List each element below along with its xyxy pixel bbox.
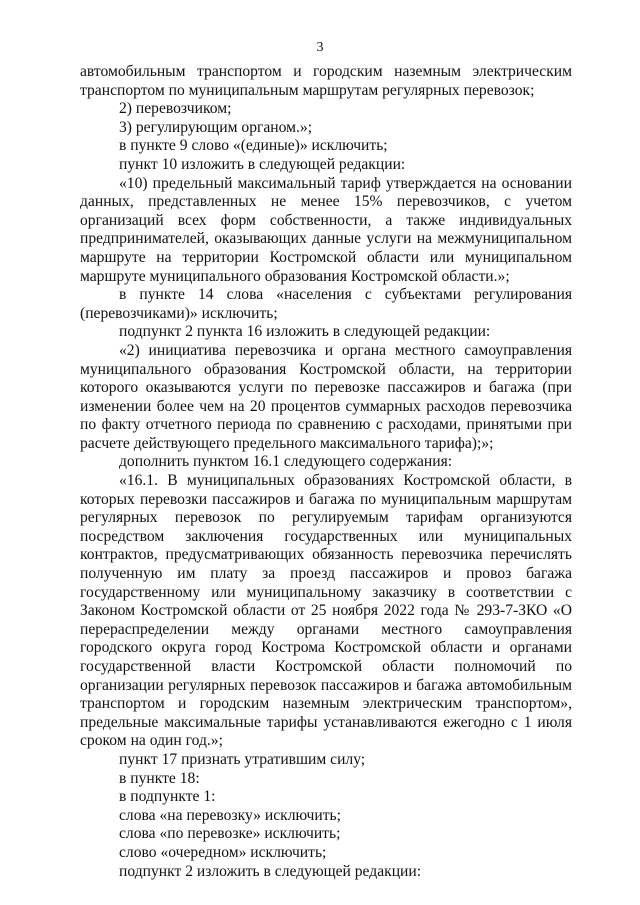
paragraph-point-9: в пункте 9 слово «(единые)» исключить; [119, 137, 388, 155]
paragraph-point-10-intro: пункт 10 изложить в следующей редакции: [119, 155, 406, 173]
paragraph-point-16-1-intro: дополнить пунктом 16.1 следующего содержания: [119, 453, 453, 471]
paragraph-point-14: в пункте 14 слова «населения с субъектами регулирования (перевозчиками)» исключить; [80, 286, 572, 322]
paragraph-item-2: 2) перевозчиком; [119, 100, 232, 118]
paragraph-point-10-text: «10) предельный максимальный тариф утверждается на основании данных, представленных не менее 15% перевозчиков, с учетом организаций всех форм собственности, а также индивидуальных предпринимателей, оказывающих данные услуги на межмуниципальном маршруте на территории Костромской области или муниципальном маршруте муниципального образования Костромской области.»; [80, 174, 572, 285]
paragraph-continuation: автомобильным транспортом и городским наземным электрическим транспортом по муниципальным маршрутам регулярных перевозок; [80, 63, 572, 99]
paragraph-subpoint-2: подпункт 2 изложить в следующей редакции: [119, 862, 422, 880]
paragraph-subpoint-1: в подпункте 1: [119, 788, 216, 806]
paragraph-item-3: 3) регулирующим органом.»; [119, 118, 313, 136]
page-number: 3 [316, 40, 324, 55]
paragraph-words-2: слова «по перевозке» исключить; [119, 825, 341, 843]
paragraph-point-17: пункт 17 признать утратившим силу; [119, 750, 366, 768]
paragraph-point-16-1-text: «16.1. В муниципальных образованиях Костромской области, в которых перевозки пассажиров и багажа по муниципальным маршрутам регулярных перевозок по регулируемым тарифам организуются посредством заключения государственных или муниципальных контрактов, предусматривающих обязанность перевозчика перечислять полученную им плату за проезд пассажиров и провоз багажа государственному или муниципальному заказчику в соответствии с Законом Костромской области от 25 ноября 2022 года № 293-7-ЗКО «О перераспределении между органами местного самоуправления городского округа город Кострома Костромской области и органами государственной власти Костромской области полномочий по организации регулярных перевозок пассажиров и багажа автомобильным транспортом и городским наземным электрическим транспортом», предельные максимальные тарифы устанавливаются ежегодно с 1 июля сроком на один год.»; [80, 472, 572, 750]
paragraph-point-16-text: «2) инициатива перевозчика и органа местного самоуправления муниципального образования Костромской области, на территории которого оказываются услуги по перевозке пассажиров и багажа (при изменении более чем на 20 процентов суммарных расходов перевозчика по факту отчетного периода по сравнению с расходами, принятыми при расчете действующего предельного максимального тарифа);»; [80, 341, 572, 452]
paragraph-point-18: в пункте 18: [119, 769, 200, 787]
paragraph-words-1: слова «на перевозку» исключить; [119, 806, 341, 824]
paragraph-word-3: слово «очередном» исключить; [119, 843, 327, 861]
document-body [80, 63, 572, 881]
paragraph-point-16-intro: подпункт 2 пункта 16 изложить в следующей редакции: [119, 323, 491, 341]
